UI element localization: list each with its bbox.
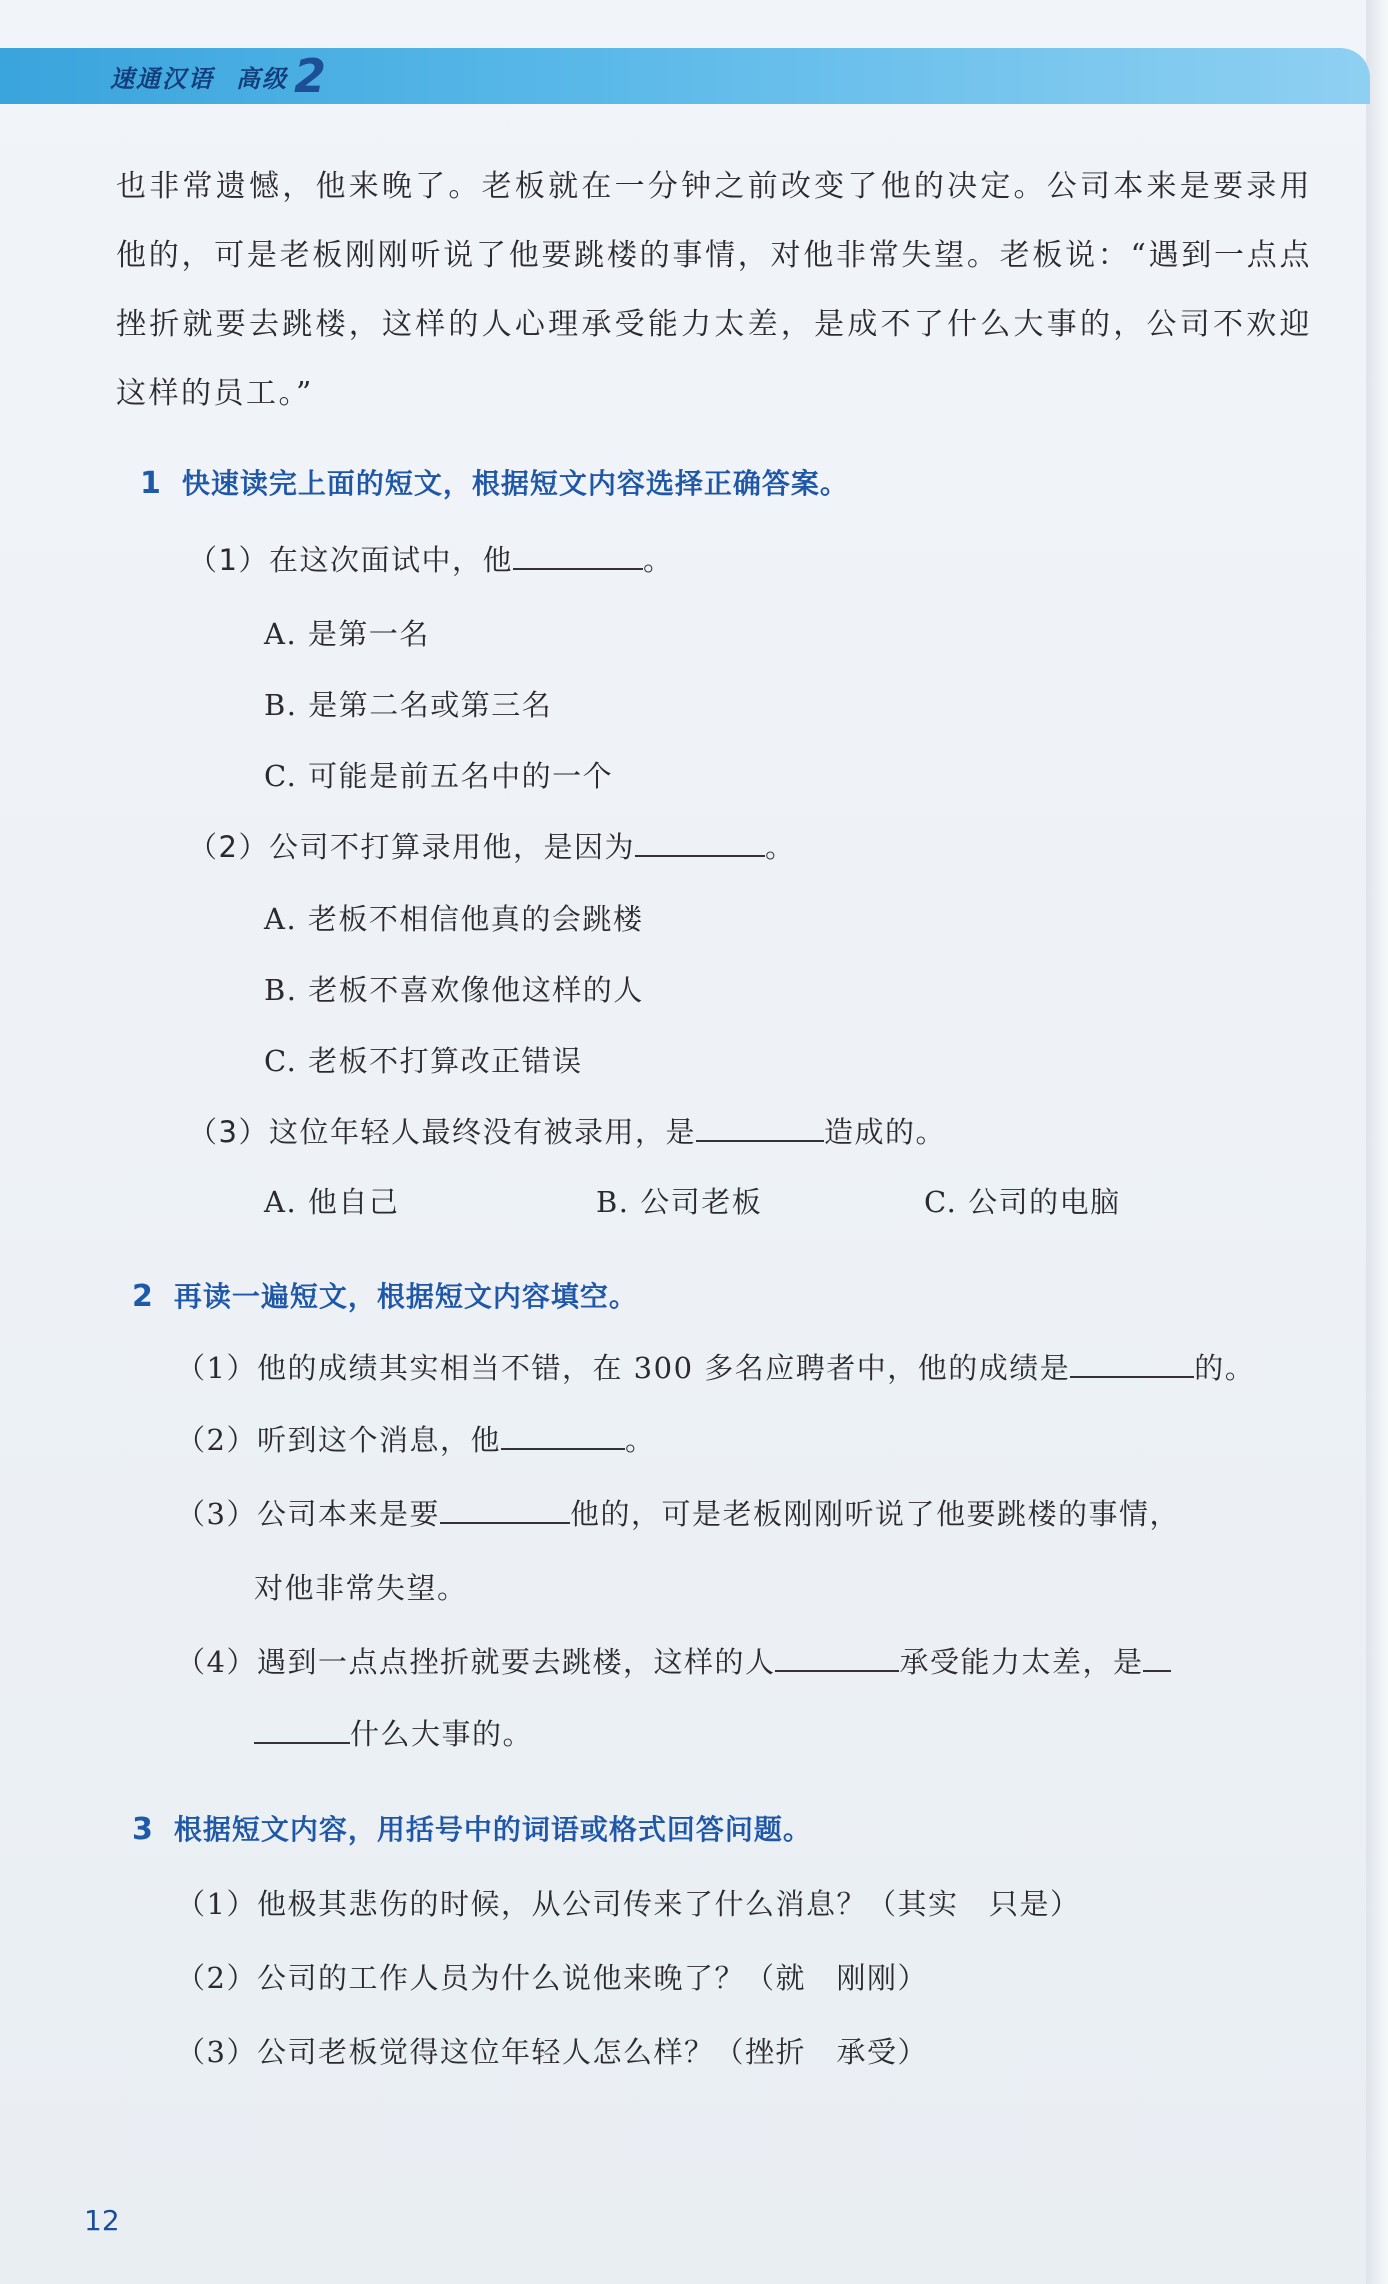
s1-q2-option-b[interactable]: B. 老板不喜欢像他这样的人: [264, 973, 644, 1007]
answer-blank[interactable]: [440, 1521, 570, 1524]
s3-q2: （2）公司的工作人员为什么说他来晚了？（就 刚刚）: [176, 1961, 928, 1995]
page-number: 12: [84, 2204, 120, 2237]
answer-blank[interactable]: [501, 1447, 625, 1450]
s1-q1-option-a[interactable]: A. 是第一名: [264, 617, 430, 651]
answer-blank[interactable]: [696, 1139, 824, 1142]
s2-q1: （1）他的成绩其实相当不错，在 300 多名应聘者中，他的成绩是 的。: [176, 1351, 1256, 1385]
answer-blank[interactable]: [1143, 1669, 1171, 1672]
s1-q3-option-c[interactable]: C. 公司的电脑: [924, 1185, 1121, 1219]
s1-q1-option-c[interactable]: C. 可能是前五名中的一个: [264, 759, 614, 793]
s2-q3: （3）公司本来是要 他的，可是老板刚刚听说了他要跳楼的事情，: [176, 1497, 1180, 1531]
s2-q4: （4）遇到一点点挫折就要去跳楼，这样的人 承受能力太差，是: [176, 1640, 1171, 1681]
book-level: 高级: [236, 64, 288, 93]
s1-q3-option-a[interactable]: A. 他自己: [264, 1185, 400, 1219]
answer-blank[interactable]: [635, 854, 765, 857]
section-3-number: 3: [132, 1812, 154, 1847]
section-2-number: 2: [132, 1279, 154, 1314]
answer-blank[interactable]: [775, 1669, 899, 1672]
s1-q2-option-a[interactable]: A. 老板不相信他真的会跳楼: [264, 902, 644, 936]
section-2-title: 2 再读一遍短文，根据短文内容填空。: [132, 1279, 638, 1314]
s2-q3-cont: 对他非常失望。: [254, 1571, 468, 1605]
book-volume: 2: [294, 49, 329, 103]
answer-blank[interactable]: [254, 1741, 350, 1744]
s1-q3: （3）这位年轻人最终没有被录用，是 造成的。: [188, 1115, 946, 1149]
s1-q2-option-c[interactable]: C. 老板不打算改正错误: [264, 1044, 583, 1078]
section-1-title: 1 快速读完上面的短文，根据短文内容选择正确答案。: [140, 466, 849, 501]
s3-q3: （3）公司老板觉得这位年轻人怎么样？（挫折 承受）: [176, 2035, 928, 2069]
passage-text: 也非常遗憾，他来晚了。老板就在一分钟之前改变了他的决定。公司本来是要录用他的，可是老板刚刚听说了他要跳楼的事情，对他非常失望。老板说：“遇到一点点挫折就要去跳楼，这样的人心理承受能力太差，是成不了什么大事的，公司不欢迎这样的员工。”: [116, 169, 1312, 411]
page-edge: [1366, 0, 1388, 2284]
book-title: 速通汉语: [110, 64, 214, 93]
section-3-title: 3 根据短文内容，用括号中的词语或格式回答问题。: [132, 1812, 812, 1847]
s2-q2: （2）听到这个消息，他 。: [176, 1423, 656, 1457]
answer-blank[interactable]: [1070, 1375, 1194, 1378]
answer-blank[interactable]: [513, 567, 643, 570]
book-header: [110, 49, 329, 103]
section-1-number: 1: [140, 466, 162, 501]
s1-q3-option-b[interactable]: B. 公司老板: [596, 1185, 763, 1219]
s1-q1-option-b[interactable]: B. 是第二名或第三名: [264, 688, 553, 722]
s1-q1: （1）在这次面试中，他 。: [188, 543, 674, 577]
s2-q4-cont: 什么大事的。: [254, 1712, 533, 1753]
s1-q2: （2）公司不打算录用他，是因为 。: [188, 830, 796, 864]
s3-q1: （1）他极其悲伤的时候，从公司传来了什么消息？（其实 只是）: [176, 1887, 1081, 1921]
